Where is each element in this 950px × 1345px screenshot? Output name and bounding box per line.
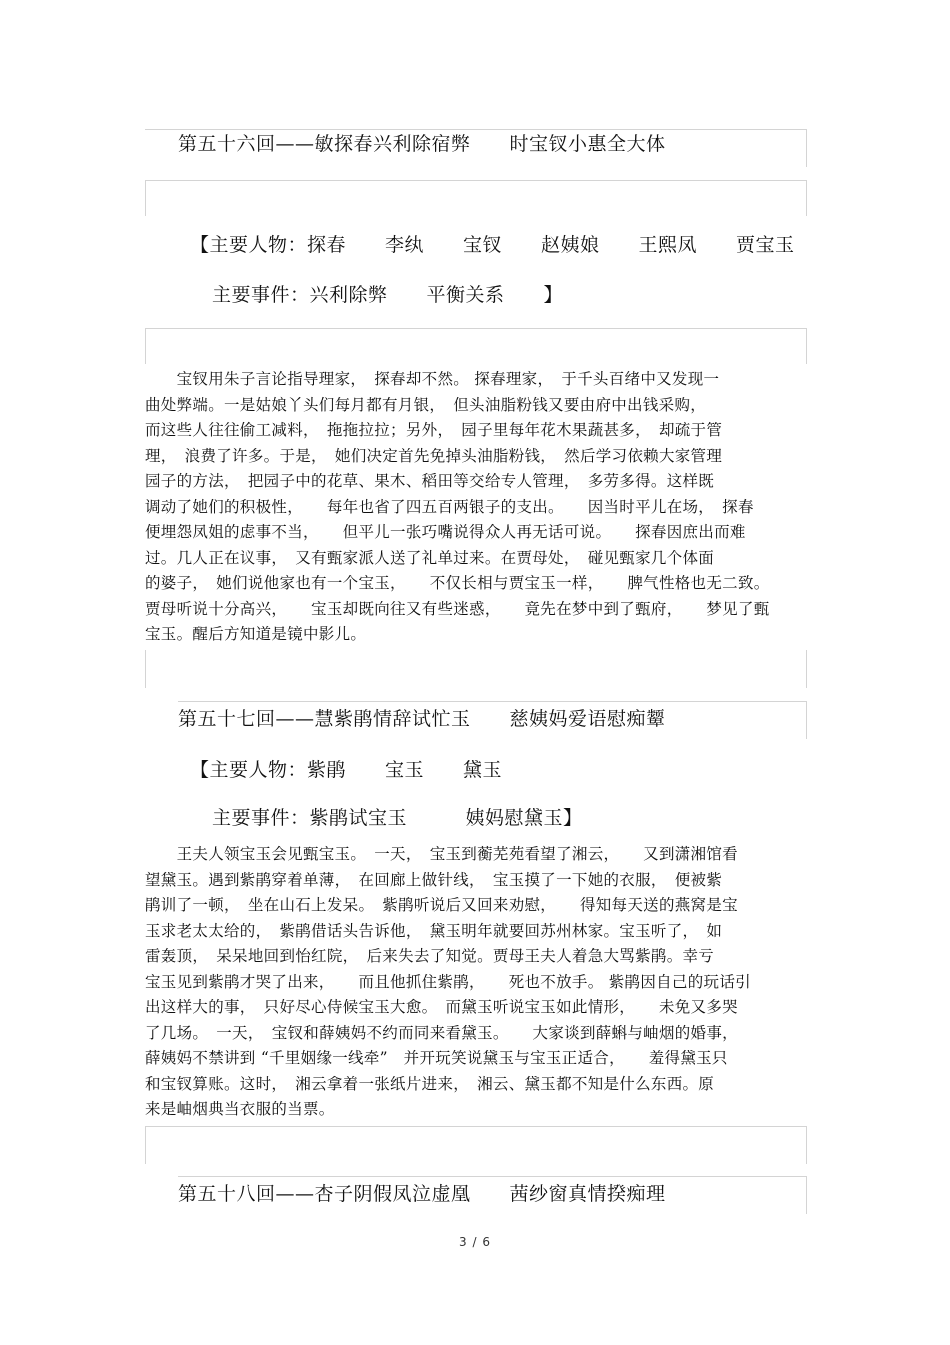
table-rule [806,180,807,216]
chapter-body [145,842,751,1123]
table-rule [178,701,807,702]
body-line: 来是岫烟典当衣服的当票。 [145,1100,335,1118]
body-line: 出这样大的事， 只好尽心侍候宝玉大愈。 而黛玉听说宝玉如此情形， 未免又多哭 [145,998,738,1016]
body-line: 雷轰顶， 呆呆地回到怡红院， 后来失去了知觉。贾母王夫人着急大骂紫鹃。幸亏 [145,947,715,965]
body-line: 而这些人往往偷工减料， 拖拖拉拉；另外， 园子里每年花木果蔬甚多， 却疏于管 [145,421,723,439]
table-rule [806,1176,807,1214]
table-rule [145,650,146,688]
chapter-title: 第五十六回——敏探春兴利除宿弊 时宝钗小惠全大体 [178,133,666,155]
body-line: 宝钗用朱子言论指导理家， 探春却不然。 探春理家， 于千头百绪中又发现一 [145,370,720,388]
table-rule [145,180,807,181]
table-rule [145,180,146,216]
body-line: 调动了她们的积极性， 每年也省了四五百两银子的支出。 因当时平儿在场， 探春 [145,497,754,516]
body-line: 曲处弊端。一是姑娘丫头们每月都有月银， 但头油脂粉钱又要由府中出钱采购， [145,395,707,414]
table-rule [806,650,807,688]
body-line: 王夫人领宝玉会见甄宝玉。 一天， 宝玉到蘅芜苑看望了湘云， 又到潇湘馆看 [145,845,738,863]
body-line: 和宝钗算账。这时， 湘云拿着一张纸片进来， 湘云、黛玉都不知是什么东西。原 [145,1074,715,1093]
table-rule [145,1126,146,1164]
chapter-title: 第五十七回——慧紫鹃情辞试忙玉 慈姨妈爱语慰痴颦 [178,708,666,730]
body-line: 鹃训了一顿， 坐在山石上发呆。 紫鹃听说后又回来劝慰， 得知每天送的燕窝是宝 [145,896,738,914]
table-rule [145,1126,807,1127]
table-rule [145,328,146,364]
body-line: 便埋怨凤姐的虑事不当， 但平儿一张巧嘴说得众人再无话可说。 探春因庶出而难 [145,523,746,541]
main-events: 主要事件：兴利除弊 平衡关系 】 [212,284,564,306]
body-line: 薛姨妈不禁讲到 “千里姻缘一线牵” 并开玩笑说黛玉与宝玉正适合， 羞得黛玉只 [145,1049,728,1067]
body-line: 玉求老太太给的， 紫鹃借话头告诉他， 黛玉明年就要回苏州林家。宝玉听了， 如 [145,921,723,940]
table-rule [178,1176,807,1177]
chapter-title: 第五十八回——杏子阴假凤泣虚凰 茜纱窗真情揆痴理 [178,1183,666,1205]
body-line: 过。几人正在议事， 又有甄家派人送了礼单过来。在贾母处， 碰见甄家几个体面 [145,548,715,567]
chapter-body [145,367,770,648]
table-rule [145,328,807,329]
table-rule [806,328,807,364]
body-line: 贾母听说十分高兴， 宝玉却既向往又有些迷惑， 竟先在梦中到了甄府， 梦见了甄 [145,599,770,618]
main-events: 主要事件：紫鹃试宝玉 姨妈慰黛玉】 [212,807,583,829]
body-line: 望黛玉。遇到紫鹃穿着单薄， 在回廊上做针线， 宝玉摸了一下她的衣服， 便被紫 [145,870,723,889]
body-line: 理， 浪费了许多。于是， 她们决定首先免掉头油脂粉钱， 然后学习依赖大家管理 [145,446,723,465]
body-line: 宝玉。醒后方知道是镜中影儿。 [145,625,367,643]
body-line: 宝玉见到紫鹃才哭了出来， 而且他抓住紫鹃， 死也不放手。 紫鹃因自己的玩话引 [145,972,751,991]
table-rule [806,701,807,739]
main-characters: 【主要人物：探春 李纨 宝钗 赵姨娘 王熙凤 贾宝玉 [190,234,795,256]
table-rule [806,1126,807,1164]
page-indicator: 3 / 6 [459,1235,491,1249]
body-line: 了几场。 一天， 宝钗和薛姨妈不约而同来看黛玉。 大家谈到薛蝌与岫烟的婚事， [145,1023,738,1042]
main-characters: 【主要人物：紫鹃 宝玉 黛玉 [190,759,503,781]
table-rule [806,129,807,167]
body-line: 园子的方法， 把园子中的花草、果木、稻田等交给专人管理， 多劳多得。这样既 [145,472,715,490]
body-line: 的婆子， 她们说他家也有一个宝玉， 不仅长相与贾宝玉一样， 脾气性格也无二致。 [145,574,770,592]
